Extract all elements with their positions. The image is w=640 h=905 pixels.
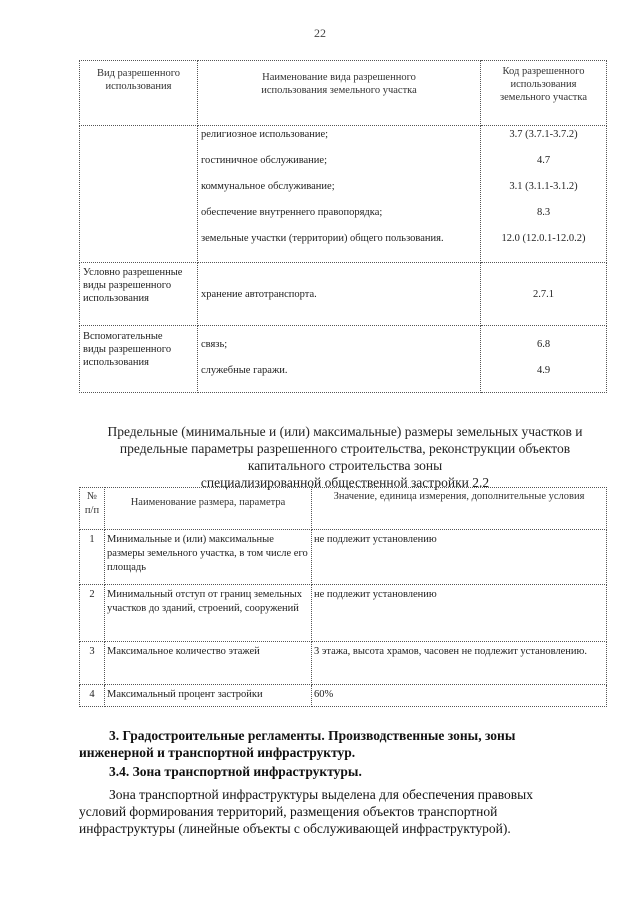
use-code: 6.8 [536,339,551,350]
use-name: земельные участки (территории) общего пользования. [201,233,444,244]
paragraph-line: условий формирования территорий, размещения объектов транспортной [79,804,498,819]
section-paragraph [79,786,606,837]
parameters-heading [70,423,620,491]
table-row [80,263,607,326]
section-title [79,727,606,761]
heading-line: предельные параметры разрешенного строительства, реконструкции объектов [119,441,571,456]
table-header-row [80,488,607,530]
table-row [80,126,607,263]
use-name: коммунальное обслуживание; [201,181,335,192]
use-name: обеспечение внутреннего правопорядка; [201,207,383,218]
parameter-name: Максимальный процент застройки [105,685,312,707]
row-number: 1 [80,530,105,585]
table-row [80,585,607,642]
use-code: 4.7 [536,155,551,166]
table-header-row [80,61,607,126]
parameter-name: Максимальное количество этажей [105,642,312,685]
use-code: 8.3 [536,207,551,218]
parameter-value: 60% [312,685,607,707]
header-number: № п/п [80,488,105,530]
paragraph-line: Зона транспортной инфраструктуры выделена для обеспечения правовых [109,787,533,802]
use-name-cell [198,126,481,263]
parameter-value: 3 этажа, высота храмов, часовен не подлежит установлению. [312,642,607,685]
table-row [80,530,607,585]
parameter-value: не подлежит установлению [312,530,607,585]
parameter-name: Минимальный отступ от границ земельных участков до зданий, строений, сооружений [105,585,312,642]
use-name: служебные гаражи. [201,365,288,376]
row-number: 4 [80,685,105,707]
use-code-cell [481,326,607,393]
parameters-table [79,487,607,707]
heading-line: Предельные (минимальные и (или) максимальные) размеры земельных участков и [107,424,583,439]
heading-line: капитального строительства зоны [247,458,443,473]
use-code: 12.0 (12.0.1-12.0.2) [501,233,586,244]
header-use-code: Код разрешенного использования земельного участка [481,61,607,126]
row-number: 2 [80,585,105,642]
use-name: религиозное использование; [201,129,329,140]
page-number: 22 [314,26,326,40]
use-code-cell [481,126,607,263]
heading-line: специализированной общественной застройки 2.2 [200,475,490,490]
header-use-type: Вид разрешенного использования [80,61,198,126]
use-code: 4.9 [536,365,551,376]
use-code: 3.7 (3.7.1-3.7.2) [509,129,578,140]
table-row [80,326,607,393]
use-name: гостиничное обслуживание; [201,155,327,166]
header-value: Значение, единица измерения, дополнительные условия [312,488,607,530]
permitted-use-table [79,60,607,393]
section-title-line: инженерной и транспортной инфраструктур. [79,745,356,760]
subsection-title: 3.4. Зона транспортной инфраструктуры. [109,764,362,779]
section-title-line: 3. Градостроительные регламенты. Производственные зоны, зоны [109,728,516,743]
row-number: 3 [80,642,105,685]
use-name: хранение автотранспорта. [198,263,481,326]
parameter-name: Минимальные и (или) максимальные размеры земельного участка, в том числе его площадь [105,530,312,585]
paragraph-line: инфраструктуры (линейные объекты с обслуживающей инфраструктурой). [79,821,511,836]
use-code: 2.7.1 [481,263,607,326]
auxiliary-label: Вспомогательные виды разрешенного использования [80,326,198,393]
parameter-value: не подлежит установлению [312,585,607,642]
table-row [80,685,607,707]
use-code: 3.1 (3.1.1-3.1.2) [509,181,578,192]
conditional-label: Условно разрешенные виды разрешенного использования [80,263,198,326]
group-label-cell [80,126,198,263]
use-name-cell [198,326,481,393]
use-name: связь; [201,339,228,350]
header-use-name: Наименование вида разрешенного использования земельного участка [198,61,481,126]
table-row [80,642,607,685]
header-parameter: Наименование размера, параметра [105,488,312,530]
